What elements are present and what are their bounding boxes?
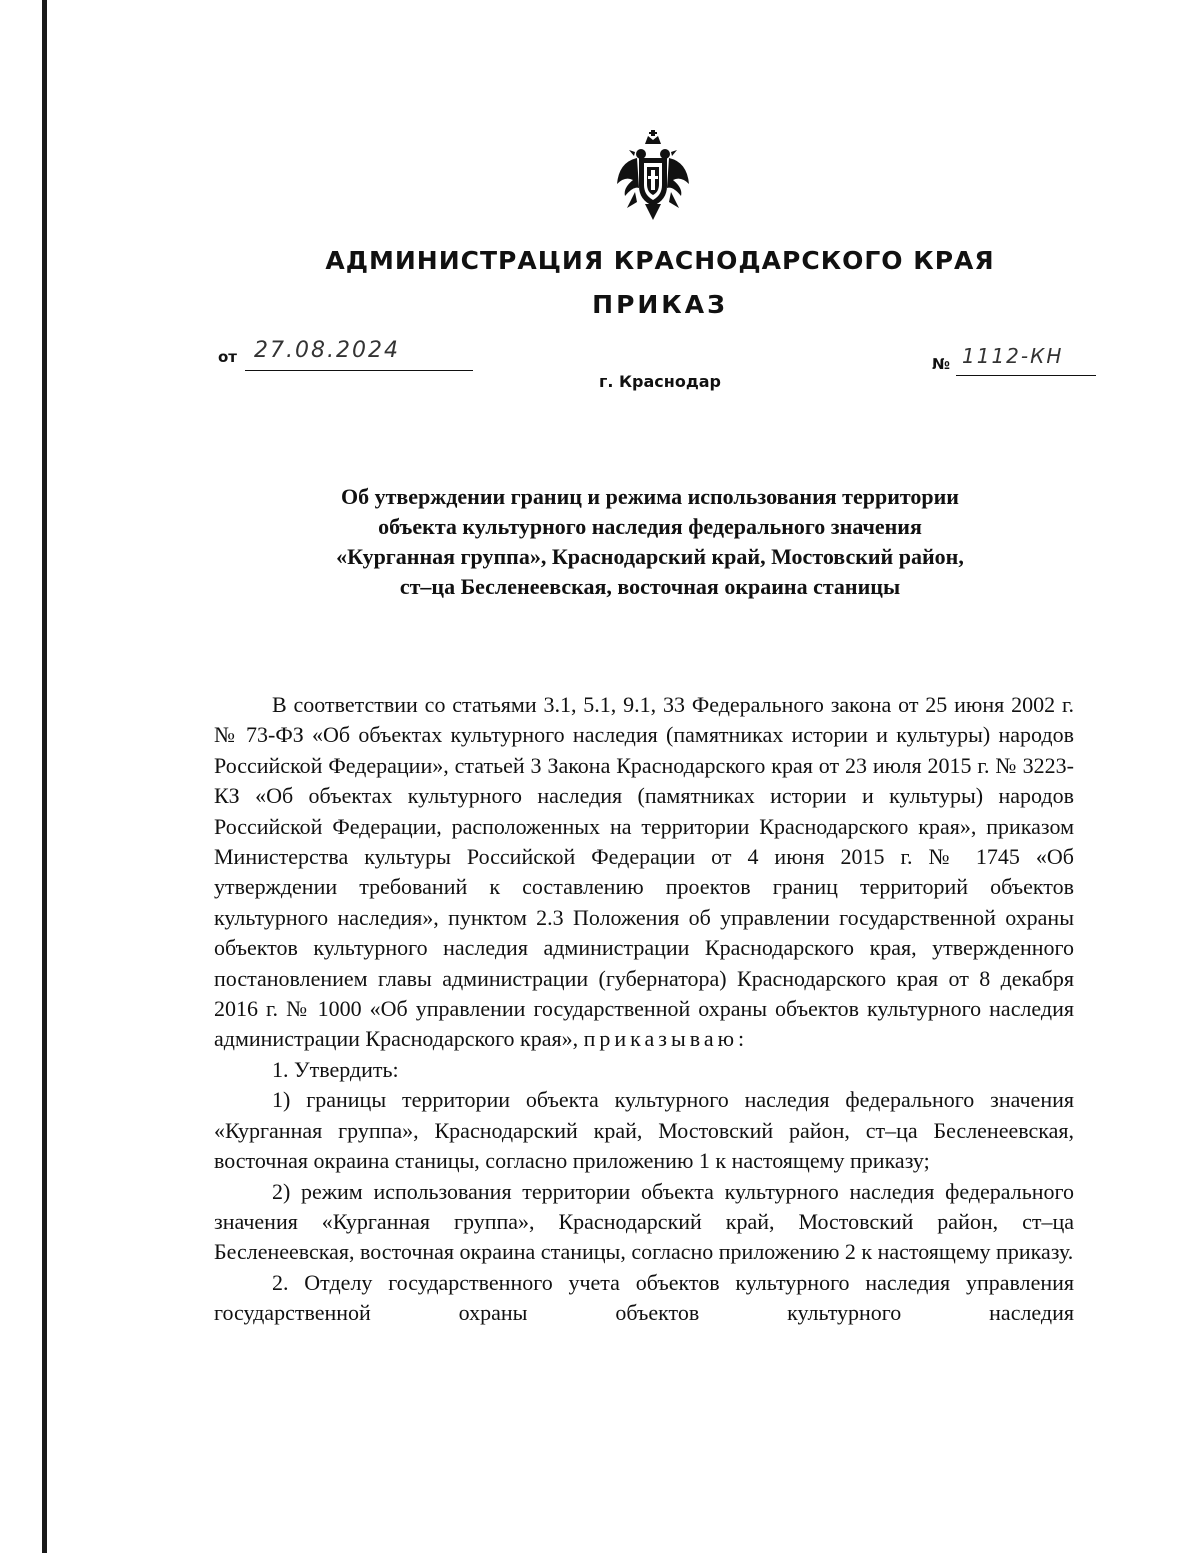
document-title <box>250 482 1050 602</box>
document-body <box>214 690 1074 1329</box>
number-label: № <box>932 355 951 373</box>
date-underline <box>245 370 473 371</box>
document-type: ПРИКАЗ <box>592 290 728 319</box>
number-underline <box>956 375 1096 376</box>
item-1: 1. Утвердить: <box>272 1056 399 1082</box>
item-1-2: 2) режим использования территории объекта культурного наследия федерального значения «Курганная группа», Краснодарский край, Мостовский район, ст–ца Бесленеевская, восточная окраина станицы, согласно приложению 2 к настоящему приказу. <box>214 1178 1074 1265</box>
date-label: от <box>218 348 237 366</box>
item-1-1: 1) границы территории объекта культурного наследия федерального значения «Курганная группа», Краснодарский край, Мостовский район, ст–ца Бесленеевская, восточная окраина станицы, согласно приложению 1 к настоящему приказу; <box>214 1087 1074 1174</box>
item-2: 2. Отделу государственного учета объектов культурного наследия управления государственной охраны объектов культурного наследия <box>214 1269 1074 1326</box>
title-line: «Курганная группа», Краснодарский край, Мостовский район, <box>336 544 964 569</box>
handwritten-number: 1112-КН <box>962 344 1064 368</box>
handwritten-date: 27.08.2024 <box>254 338 400 363</box>
title-line: Об утверждении границ и режима использования территории <box>341 484 959 509</box>
city: г. Краснодар <box>598 372 722 391</box>
organization-name: АДМИНИСТРАЦИЯ КРАСНОДАРСКОГО КРАЯ <box>325 246 995 275</box>
coat-of-arms-icon <box>615 130 691 220</box>
title-line: ст–ца Бесленеевская, восточная окраина станицы <box>399 574 901 599</box>
title-line: объекта культурного наследия федерального значения <box>378 514 922 539</box>
order-word: приказываю: <box>583 1026 749 1052</box>
preamble-paragraph <box>214 690 1074 1055</box>
scan-edge <box>42 0 47 1553</box>
preamble-text: В соответствии со статьями 3.1, 5.1, 9.1, 33 Федерального закона от 25 июня 2002 г. № 73-ФЗ «Об объектах культурного наследия (памятниках истории и культуры) народов Российской Федерации», статьей 3 Закона Краснодарского края от 23 июля 2015 г. № 3223-КЗ «Об объектах культурного наследия (памятниках истории и культуры) народов Российской Федерации, расположенных на территории Краснодарского края», приказом Министерства культуры Российской Федерации от 4 июня 2015 г. № 1745 «Об утверждении требований к составлению проектов границ территорий объектов культурного наследия», пунктом 2.3 Положения об управлении государственной охраны объектов культурного наследия администрации Краснодарского края, утвержденного постановлением главы администрации (губернатора) Краснодарского края от 8 декабря 2016 г. № 1000 «Об управлении государственной охраны объектов культурного наследия администрации Краснодарского края», <box>214 692 1074 1052</box>
